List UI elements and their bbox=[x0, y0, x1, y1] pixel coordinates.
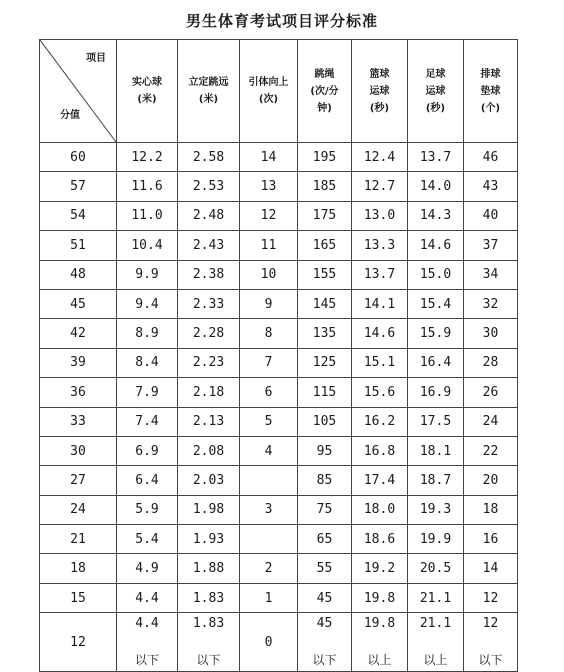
table-cell: 5 bbox=[240, 407, 298, 436]
table-cell: 14.1 bbox=[352, 289, 408, 318]
table-cell: 15.1 bbox=[352, 348, 408, 377]
table-cell: 195 bbox=[298, 143, 352, 172]
table-cell: 105 bbox=[298, 407, 352, 436]
table-cell: 8.9 bbox=[117, 319, 178, 348]
table-cell: 115 bbox=[298, 378, 352, 407]
table-cell: 28 bbox=[464, 348, 518, 377]
table-cell: 7.4 bbox=[117, 407, 178, 436]
table-cell: 4.4 bbox=[117, 583, 178, 612]
table-cell: 11.0 bbox=[117, 201, 178, 230]
table-cell: 7.9 bbox=[117, 378, 178, 407]
table-cell: 16.8 bbox=[352, 436, 408, 465]
table-cell: 2.23 bbox=[178, 348, 240, 377]
table-cell: 1 bbox=[240, 583, 298, 612]
score-cell: 12 bbox=[40, 613, 117, 672]
score-cell: 51 bbox=[40, 231, 117, 260]
score-cell: 30 bbox=[40, 436, 117, 465]
table-cell: 4.9 bbox=[117, 554, 178, 583]
table-cell: 12.2 bbox=[117, 143, 178, 172]
table-row bbox=[40, 231, 518, 260]
table-cell: 1.88 bbox=[178, 554, 240, 583]
column-header-basketball-dribble: 篮球 运球 (秒) bbox=[352, 40, 408, 143]
table-cell: 11 bbox=[240, 231, 298, 260]
table-cell: 40 bbox=[464, 201, 518, 230]
table-cell: 125 bbox=[298, 348, 352, 377]
table-cell: 20 bbox=[464, 466, 518, 495]
corner-header-cell bbox=[40, 40, 117, 143]
table-cell: 6.9 bbox=[117, 436, 178, 465]
table-cell: 13.0 bbox=[352, 201, 408, 230]
table-cell: 8.4 bbox=[117, 348, 178, 377]
table-cell: 3 bbox=[240, 495, 298, 524]
table-cell bbox=[240, 525, 298, 554]
score-cell: 60 bbox=[40, 143, 117, 172]
table-cell: 145 bbox=[298, 289, 352, 318]
table-cell: 15.0 bbox=[408, 260, 464, 289]
table-row bbox=[40, 407, 518, 436]
score-cell: 54 bbox=[40, 201, 117, 230]
table-cell: 14 bbox=[240, 143, 298, 172]
table-row bbox=[40, 378, 518, 407]
table-cell: 16.2 bbox=[352, 407, 408, 436]
table-cell: 165 bbox=[298, 231, 352, 260]
table-cell: 12 bbox=[464, 583, 518, 612]
table-cell: 14.6 bbox=[352, 319, 408, 348]
score-cell: 15 bbox=[40, 583, 117, 612]
table-cell: 2.03 bbox=[178, 466, 240, 495]
table-cell: 2.28 bbox=[178, 319, 240, 348]
table-cell: 12.7 bbox=[352, 172, 408, 201]
table-row bbox=[40, 583, 518, 612]
table-cell: 9.4 bbox=[117, 289, 178, 318]
table-cell: 185 bbox=[298, 172, 352, 201]
table-cell: 2 bbox=[240, 554, 298, 583]
table-cell: 46 bbox=[464, 143, 518, 172]
column-header-pull-up: 引体向上 (次) bbox=[240, 40, 298, 143]
column-header-football-dribble: 足球 运球 (秒) bbox=[408, 40, 464, 143]
table-cell: 24 bbox=[464, 407, 518, 436]
table-cell: 19.2 bbox=[352, 554, 408, 583]
table-cell: 20.5 bbox=[408, 554, 464, 583]
table-cell: 1.83 以下 bbox=[178, 613, 240, 672]
table-cell: 34 bbox=[464, 260, 518, 289]
table-cell: 9.9 bbox=[117, 260, 178, 289]
table-cell: 75 bbox=[298, 495, 352, 524]
table-cell: 16 bbox=[464, 525, 518, 554]
table-row bbox=[40, 348, 518, 377]
table-cell: 4.4 以下 bbox=[117, 613, 178, 672]
table-cell: 2.08 bbox=[178, 436, 240, 465]
score-cell: 27 bbox=[40, 466, 117, 495]
table-cell: 15.4 bbox=[408, 289, 464, 318]
table-cell: 17.4 bbox=[352, 466, 408, 495]
score-cell: 48 bbox=[40, 260, 117, 289]
table-cell: 21.1 bbox=[408, 583, 464, 612]
table-cell: 0 bbox=[240, 613, 298, 672]
table-cell: 14.0 bbox=[408, 172, 464, 201]
score-cell: 42 bbox=[40, 319, 117, 348]
table-cell: 1.93 bbox=[178, 525, 240, 554]
table-cell: 2.38 bbox=[178, 260, 240, 289]
table-cell: 6 bbox=[240, 378, 298, 407]
table-cell: 9 bbox=[240, 289, 298, 318]
table-cell: 4 bbox=[240, 436, 298, 465]
table-cell: 7 bbox=[240, 348, 298, 377]
corner-label-score: 分值 bbox=[60, 110, 80, 121]
table-row bbox=[40, 143, 518, 172]
table-row bbox=[40, 554, 518, 583]
table-cell: 32 bbox=[464, 289, 518, 318]
table-cell: 135 bbox=[298, 319, 352, 348]
header-row bbox=[40, 40, 518, 143]
table-cell: 19.8 bbox=[352, 583, 408, 612]
table-cell: 10.4 bbox=[117, 231, 178, 260]
table-cell: 14.3 bbox=[408, 201, 464, 230]
column-header-shot-put: 实心球 (米) bbox=[117, 40, 178, 143]
table-cell: 2.33 bbox=[178, 289, 240, 318]
table-cell: 5.4 bbox=[117, 525, 178, 554]
table-cell: 18.7 bbox=[408, 466, 464, 495]
table-cell: 16.4 bbox=[408, 348, 464, 377]
table-cell: 15.9 bbox=[408, 319, 464, 348]
table-cell: 37 bbox=[464, 231, 518, 260]
table-row bbox=[40, 495, 518, 524]
table-cell: 85 bbox=[298, 466, 352, 495]
table-cell: 12 bbox=[240, 201, 298, 230]
table-cell: 18.0 bbox=[352, 495, 408, 524]
table-cell: 19.3 bbox=[408, 495, 464, 524]
table-cell: 17.5 bbox=[408, 407, 464, 436]
table-cell: 95 bbox=[298, 436, 352, 465]
table-cell: 16.9 bbox=[408, 378, 464, 407]
table-cell: 13.7 bbox=[352, 260, 408, 289]
table-row bbox=[40, 466, 518, 495]
table-cell: 2.18 bbox=[178, 378, 240, 407]
table-cell: 175 bbox=[298, 201, 352, 230]
column-header-standing-jump: 立定跳远 (米) bbox=[178, 40, 240, 143]
table-cell: 43 bbox=[464, 172, 518, 201]
score-cell: 45 bbox=[40, 289, 117, 318]
score-cell: 21 bbox=[40, 525, 117, 554]
column-header-volleyball-bump: 排球 垫球 (个) bbox=[464, 40, 518, 143]
table-row bbox=[40, 525, 518, 554]
table-cell: 13.7 bbox=[408, 143, 464, 172]
table-cell: 14.6 bbox=[408, 231, 464, 260]
table-cell: 6.4 bbox=[117, 466, 178, 495]
table-cell: 19.9 bbox=[408, 525, 464, 554]
table-cell: 26 bbox=[464, 378, 518, 407]
table-row bbox=[40, 201, 518, 230]
table-cell: 30 bbox=[464, 319, 518, 348]
table-row bbox=[40, 319, 518, 348]
table-cell: 22 bbox=[464, 436, 518, 465]
table-cell: 13.3 bbox=[352, 231, 408, 260]
score-cell: 33 bbox=[40, 407, 117, 436]
table-cell: 18 bbox=[464, 495, 518, 524]
table-cell: 14 bbox=[464, 554, 518, 583]
table-cell: 45 bbox=[298, 583, 352, 612]
table-cell: 2.43 bbox=[178, 231, 240, 260]
table-row bbox=[40, 260, 518, 289]
table-row bbox=[40, 172, 518, 201]
table-cell bbox=[240, 466, 298, 495]
table-row bbox=[40, 436, 518, 465]
table-cell: 12.4 bbox=[352, 143, 408, 172]
table-cell: 19.8 以上 bbox=[352, 613, 408, 672]
table-cell: 10 bbox=[240, 260, 298, 289]
table-cell: 13 bbox=[240, 172, 298, 201]
score-cell: 18 bbox=[40, 554, 117, 583]
score-cell: 24 bbox=[40, 495, 117, 524]
table-cell: 12 以下 bbox=[464, 613, 518, 672]
table-cell: 2.48 bbox=[178, 201, 240, 230]
table-cell: 65 bbox=[298, 525, 352, 554]
table-cell: 1.98 bbox=[178, 495, 240, 524]
table-cell: 5.9 bbox=[117, 495, 178, 524]
table-cell: 155 bbox=[298, 260, 352, 289]
table-cell: 11.6 bbox=[117, 172, 178, 201]
table-row bbox=[40, 289, 518, 318]
table-cell: 21.1 以上 bbox=[408, 613, 464, 672]
table-body bbox=[40, 143, 518, 672]
score-cell: 39 bbox=[40, 348, 117, 377]
table-cell: 45 以下 bbox=[298, 613, 352, 672]
table-cell: 8 bbox=[240, 319, 298, 348]
table-cell: 18.6 bbox=[352, 525, 408, 554]
table-cell: 55 bbox=[298, 554, 352, 583]
score-cell: 36 bbox=[40, 378, 117, 407]
score-cell: 57 bbox=[40, 172, 117, 201]
table-cell: 2.58 bbox=[178, 143, 240, 172]
table-cell: 1.83 bbox=[178, 583, 240, 612]
table-cell: 15.6 bbox=[352, 378, 408, 407]
scoring-table bbox=[39, 39, 518, 672]
corner-label-item: 项目 bbox=[86, 53, 106, 64]
page-title: 男生体育考试项目评分标准 bbox=[185, 12, 378, 30]
column-header-rope-skipping: 跳绳 (次/分 钟) bbox=[298, 40, 352, 143]
table-cell: 18.1 bbox=[408, 436, 464, 465]
table-cell: 2.13 bbox=[178, 407, 240, 436]
table-cell: 2.53 bbox=[178, 172, 240, 201]
